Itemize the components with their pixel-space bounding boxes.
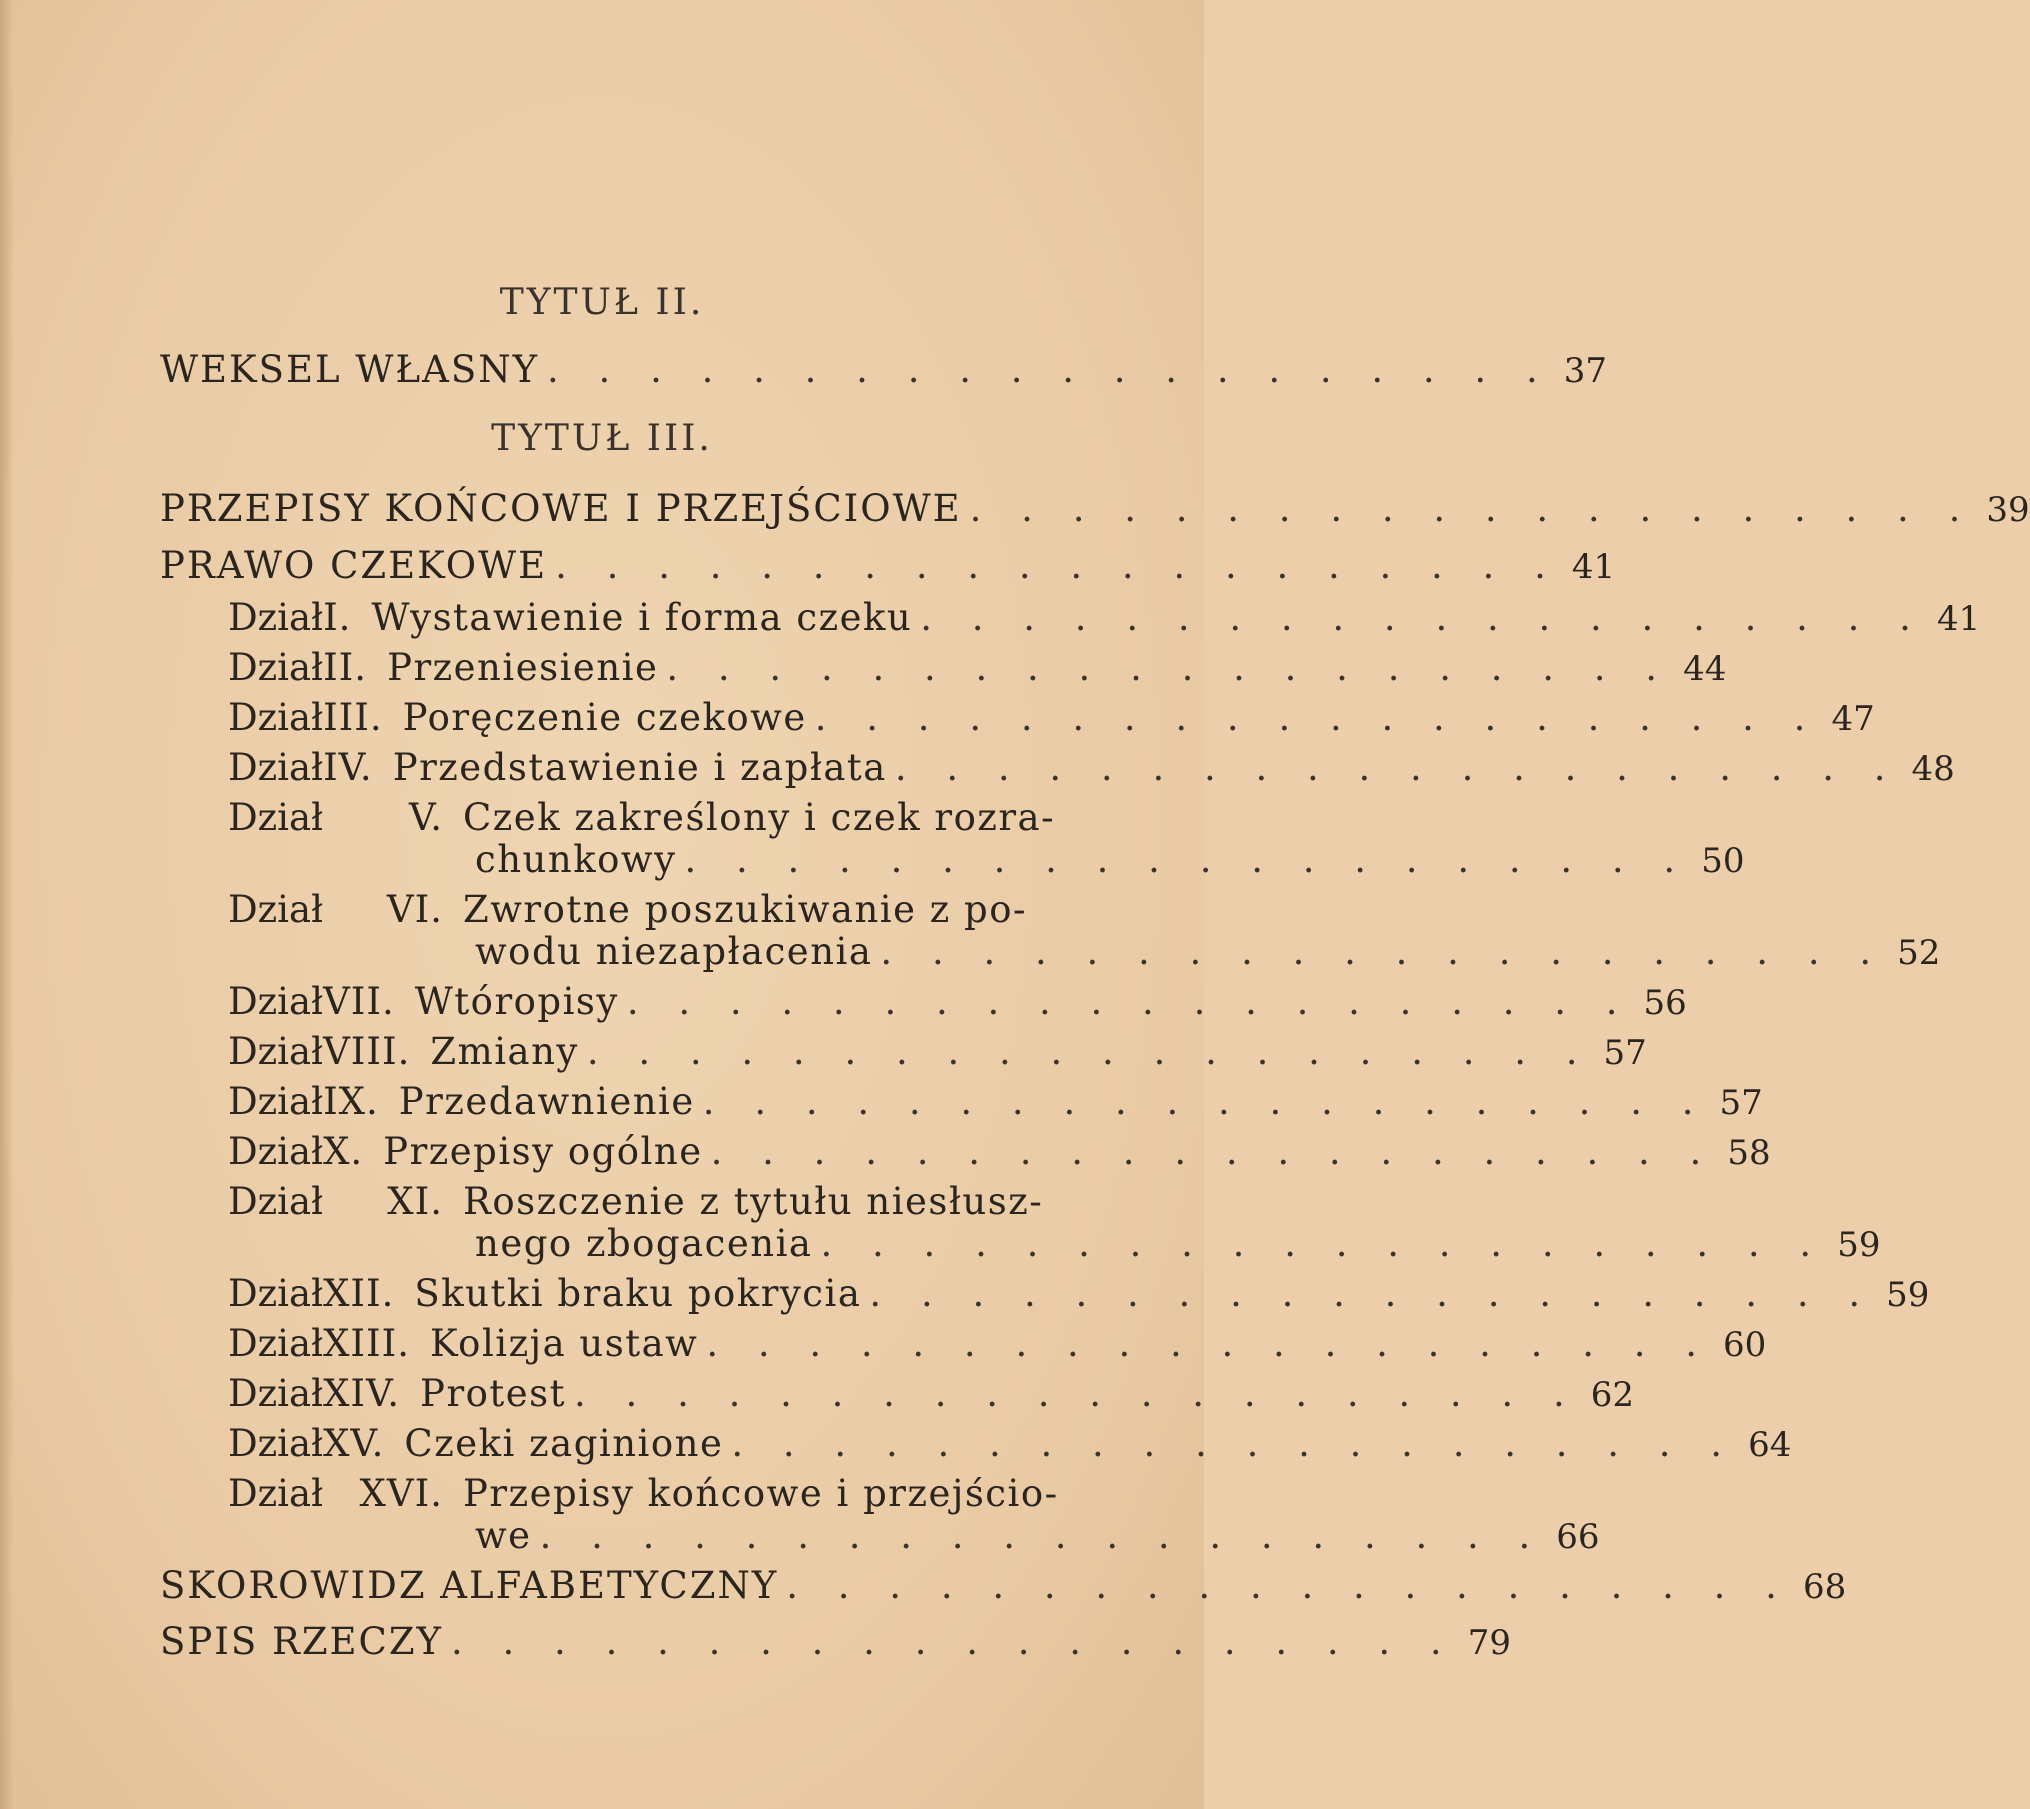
section-number: X. <box>323 1130 364 1173</box>
dot-leader: . . . . . . . . . . . . . . . . . . . . <box>684 838 1690 881</box>
toc-page-number: 39 <box>1986 490 2030 530</box>
toc-page-number: 68 <box>1802 1567 1847 1607</box>
section-title: Poręczenie czekowe <box>402 696 807 739</box>
dot-leader: . . . . . . . . . . . . . . . . . . . . <box>626 980 1632 1023</box>
dot-leader: . . . . . . . . . . . . . . . . . . . . <box>820 1222 1826 1265</box>
section-title: Kolizja ustaw <box>430 1322 699 1365</box>
toc-section-row <box>228 1422 1792 1472</box>
toc-page-number: 58 <box>1727 1133 1771 1173</box>
dot-leader: . . . . . . . . . . . . . . . . . . . . <box>786 1564 1791 1607</box>
toc-page-number: 41 <box>1936 599 1981 639</box>
section-number: XIII. <box>323 1322 411 1365</box>
section-number: XII. <box>323 1272 395 1315</box>
toc-page-number: 64 <box>1748 1425 1792 1465</box>
toc-entry-prawo-czekowe <box>160 544 1616 594</box>
section-number: XVI. <box>359 1472 443 1515</box>
toc-section-continuation <box>475 1514 1600 1564</box>
dot-leader: . . . . . . . . . . . . . . . . . . . . <box>894 746 1900 789</box>
section-number: II. <box>323 646 368 689</box>
toc-section-row <box>228 1322 1767 1372</box>
dot-leader: . . . . . . . . . . . . . . . . . . . . <box>706 1322 1712 1365</box>
section-title-continued: we <box>475 1514 532 1557</box>
toc-section-row <box>228 596 1981 646</box>
section-number: I. <box>323 596 352 639</box>
section-number: VIII. <box>323 1030 411 1073</box>
toc-section-continuation <box>475 1222 1881 1272</box>
section-label: Dział <box>228 1472 324 1515</box>
toc-page-number: 59 <box>1886 1275 1930 1315</box>
toc-page-number: 47 <box>1831 699 1875 739</box>
section-label: Dział <box>228 696 324 739</box>
toc-page-number: 56 <box>1643 983 1687 1023</box>
toc-page-number: 59 <box>1837 1225 1881 1265</box>
toc-entry-title: WEKSEL WŁASNY <box>160 348 540 391</box>
section-number: XV. <box>323 1422 385 1465</box>
section-label: Dział <box>228 1080 324 1123</box>
section-number: III. <box>323 696 383 739</box>
toc-page-number: 50 <box>1701 841 1745 881</box>
toc-entry-title: SPIS RZECZY <box>160 1620 443 1663</box>
dot-leader: . . . . . . . . . . . . . . . . . . . . <box>869 1272 1875 1315</box>
section-label: Dział <box>228 1130 324 1173</box>
section-title: Przedawnienie <box>398 1080 695 1123</box>
dot-leader: . . . . . . . . . . . . . . . . . . . . <box>555 544 1560 587</box>
toc-page-number: 37 <box>1563 351 1607 391</box>
toc-section-row <box>228 1130 1771 1180</box>
dot-leader: . . . . . . . . . . . . . . . . . . . . <box>710 1130 1716 1173</box>
toc-section-row <box>228 1272 1930 1322</box>
section-label: Dział <box>228 1372 324 1415</box>
section-title-continued: chunkowy <box>475 838 677 881</box>
toc-page-number: 44 <box>1683 649 1727 689</box>
section-number: XI. <box>387 1180 443 1223</box>
toc-page-number: 52 <box>1897 933 1941 973</box>
section-number: XIV. <box>323 1372 401 1415</box>
section-title: Zmiany <box>430 1030 579 1073</box>
section-title-continued: nego zbogacenia <box>475 1222 813 1265</box>
section-title: Czeki zaginione <box>404 1422 724 1465</box>
toc-entry-spis-rzeczy <box>160 1620 1511 1670</box>
toc-section-row <box>228 696 1875 746</box>
dot-leader: . . . . . . . . . . . . . . . . . . . . <box>702 1080 1708 1123</box>
toc-section-row <box>228 646 1727 696</box>
toc-section-row <box>228 1080 1763 1130</box>
section-title: Czek zakreślony i czek rozra- <box>463 796 1056 839</box>
dot-leader: . . . . . . . . . . . . . . . . . . . . <box>451 1620 1456 1663</box>
section-number: VI. <box>386 888 443 931</box>
section-title: Przepisy ogólne <box>383 1130 703 1173</box>
section-number: IX. <box>323 1080 379 1123</box>
dot-leader: . . . . . . . . . . . . . . . . . . . . <box>547 348 1552 391</box>
dot-leader: . . . . . . . . . . . . . . . . . . . . <box>586 1030 1592 1073</box>
section-title: Przeniesienie <box>387 646 659 689</box>
section-title-continued: wodu niezapłacenia <box>475 930 873 973</box>
toc-page-number: 57 <box>1719 1083 1763 1123</box>
toc-page-number: 62 <box>1590 1375 1634 1415</box>
section-title: Protest <box>420 1372 567 1415</box>
toc-section-continuation <box>475 838 1745 888</box>
heading-tytul-3: TYTUŁ III. <box>491 418 713 459</box>
section-title: Wtóropisy <box>414 980 619 1023</box>
toc-page-number: 48 <box>1911 749 1955 789</box>
section-title: Roszczenie z tytułu niesłusz- <box>463 1180 1044 1223</box>
section-label: Dział <box>228 796 324 839</box>
page-edge-shadow <box>0 0 14 1809</box>
toc-section-continuation <box>475 930 1941 980</box>
section-title: Przedstawienie i zapłata <box>392 746 887 789</box>
section-label: Dział <box>228 746 324 789</box>
dot-leader: . . . . . . . . . . . . . . . . . . . . <box>920 596 1925 639</box>
toc-page-number: 41 <box>1571 547 1616 587</box>
section-label: Dział <box>228 888 324 931</box>
section-label: Dział <box>228 1272 324 1315</box>
section-label: Dział <box>228 1030 324 1073</box>
section-label: Dział <box>228 1422 324 1465</box>
toc-entry-weksel <box>160 348 1607 398</box>
toc-entry-title: SKOROWIDZ ALFABETYCZNY <box>160 1564 779 1607</box>
toc-entry-przepisy <box>160 487 2030 537</box>
toc-entry-title: PRZEPISY KOŃCOWE I PRZEJŚCIOWE <box>160 487 962 530</box>
section-number: VII. <box>323 980 395 1023</box>
dot-leader: . . . . . . . . . . . . . . . . . . . . <box>880 930 1886 973</box>
section-label: Dział <box>228 596 324 639</box>
toc-entry-skorowidz <box>160 1564 1847 1614</box>
section-number: IV. <box>323 746 373 789</box>
section-title: Wystawienie i forma czeku <box>371 596 913 639</box>
toc-section-row <box>228 746 1955 796</box>
dot-leader: . . . . . . . . . . . . . . . . . . . . <box>814 696 1820 739</box>
toc-page-number: 57 <box>1603 1033 1647 1073</box>
toc-section-row <box>228 1030 1647 1080</box>
heading-tytul-2: TYTUŁ II. <box>499 282 705 323</box>
section-label: Dział <box>228 1322 324 1365</box>
toc-page-number: 66 <box>1556 1517 1600 1557</box>
dot-leader: . . . . . . . . . . . . . . . . . . . . <box>539 1514 1545 1557</box>
section-title: Zwrotne poszukiwanie z po- <box>463 888 1027 931</box>
section-label: Dział <box>228 1180 324 1223</box>
dot-leader: . . . . . . . . . . . . . . . . . . . . <box>666 646 1672 689</box>
section-label: Dział <box>228 980 324 1023</box>
section-label: Dział <box>228 646 324 689</box>
toc-page-number: 60 <box>1723 1325 1767 1365</box>
toc-page-number: 79 <box>1467 1623 1511 1663</box>
dot-leader: . . . . . . . . . . . . . . . . . . . . <box>731 1422 1737 1465</box>
section-title: Skutki braku pokrycia <box>414 1272 862 1315</box>
section-number: V. <box>408 796 443 839</box>
toc-section-row <box>228 980 1687 1030</box>
toc-section-row <box>228 1372 1634 1422</box>
dot-leader: . . . . . . . . . . . . . . . . . . . . <box>574 1372 1579 1415</box>
dot-leader: . . . . . . . . . . . . . . . . . . . . <box>969 487 1975 530</box>
toc-entry-title: PRAWO CZEKOWE <box>160 544 548 587</box>
section-title: Przepisy końcowe i przejścio- <box>463 1472 1059 1515</box>
